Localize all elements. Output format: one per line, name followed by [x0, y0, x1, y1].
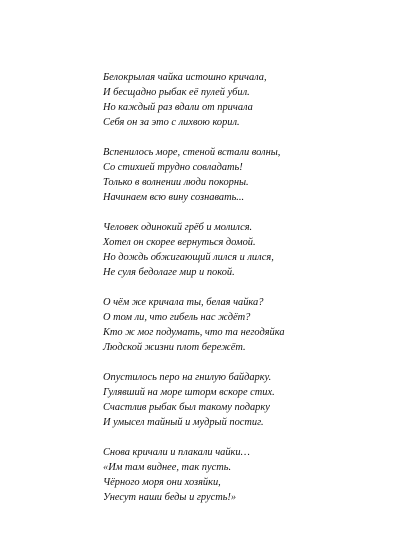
poem-line: О том ли, что гибель нас ждёт?	[103, 312, 251, 323]
poem-line: Кто ж мог подумать, что та негодяйка	[103, 327, 285, 338]
stanza-1	[103, 70, 403, 130]
poem-line: Унесут наши беды и грусть!»	[103, 492, 237, 503]
poem-line: «Им там виднее, так пусть.	[103, 462, 232, 473]
poem-line: Но каждый раз вдали от причала	[103, 102, 253, 113]
poem-line: Снова кричали и плакали чайки…	[103, 447, 250, 458]
poem-line: Счастлив рыбак был такому подарку	[103, 402, 270, 413]
poem-line: Хотел он скорее вернуться домой.	[103, 237, 256, 248]
poem-line: Белокрылая чайка истошно кричала,	[103, 72, 267, 83]
poem-line: Людской жизни плот бережёт.	[103, 342, 246, 353]
poem-line: Только в волнении люди покорны.	[103, 177, 249, 188]
stanza-5	[103, 370, 403, 430]
stanza-6	[103, 445, 403, 505]
poem-line: И умысел тайный и мудрый постиг.	[103, 417, 264, 428]
poem-line: Вспенилось море, стеной встали волны,	[103, 147, 281, 158]
stanza-4	[103, 295, 403, 355]
poem-line: Но дождь обжигающий лился и лился,	[103, 252, 274, 263]
stanza-2	[103, 145, 403, 205]
poem-line: Человек одинокий грёб и молился.	[103, 222, 253, 233]
poem-line: Начинаем всю вину сознавать...	[103, 192, 245, 203]
stanza-3	[103, 220, 403, 280]
poem-line: Гулявший на море шторм вскоре стих.	[103, 387, 275, 398]
poem-line: И бесщадно рыбак её пулей убил.	[103, 87, 250, 98]
poem-line: Чёрного моря они хозяйки,	[103, 477, 221, 488]
poem-line: Не суля бедолаге мир и покой.	[103, 267, 235, 278]
poem-line: О чём же кричала ты, белая чайка?	[103, 297, 264, 308]
poem	[103, 70, 403, 520]
poem-line: Опустилось перо на гнилую байдарку.	[103, 372, 272, 383]
poem-line: Со стихией трудно совладать!	[103, 162, 243, 173]
poem-line: Себя он за это с лихвою корил.	[103, 117, 240, 128]
